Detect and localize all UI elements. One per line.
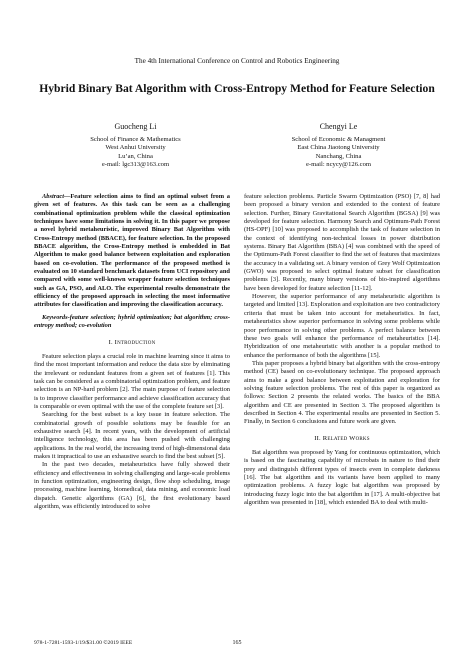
keywords: Keywords-feature selection; hybrid optimization; bat algorithm; cross-entropy method; co-evolution <box>34 313 230 330</box>
author-affiliation: School of Finance & Mathematics <box>90 135 181 143</box>
section-heading-related-works: II. Related Works <box>314 434 370 442</box>
author-2 <box>237 123 440 170</box>
author-affiliation: School of Economic & Managment <box>291 135 386 143</box>
left-column <box>34 193 230 511</box>
author-location: Nanchang, China <box>315 152 362 160</box>
copyright-footer: 978-1-7281-1593-1/19/$31.00 ©2019 IEEE <box>34 640 133 646</box>
paragraph: Bat algorithm was proposed by Yang for continuous optimization, which is based on the fascinating capability of microbats in nature to find their prey and distinguish different types of insects even in complete darkness [16]. The bat algorithm and its variants have been applied to many optimization problems. A fuzzy logic bat algorithm was proposed by introducing fuzzy logic into the bat algorithm in [17]. A multi-objective bat algorithm was presented in [18], which extended BA to deal with multi- <box>244 448 440 507</box>
paragraph: This paper proposes a hybrid binary bat algorithm with the cross-entropy method (CE) based on co-evolutionary technique. The proposed approach aims to make a good balance between exploitation and exploration for solving feature selection problems. The rest of this paper is organized as follows: Section 2 presents the related works. The basics of the BBA algorithm and CE are presented in Section 3. The proposed algorithm is described in Section 4. The experimental results are presented in Section 5. Finally, in Section 6 conclusions and future work are given. <box>244 359 440 426</box>
author-name: Guocheng Li <box>114 122 157 131</box>
author-email: e-mail: ncycy@126.com <box>305 161 372 169</box>
abstract-label: Abstract <box>42 193 65 200</box>
author-affiliation: East China Jiaotong University <box>297 144 380 152</box>
author-location: Lu’an, China <box>118 152 153 160</box>
author-block <box>34 123 440 170</box>
paragraph: In the past two decades, metaheuristics have fully showed their efficiency and effectiveness in solving challenging and large-scale problems in function optimization, engineering design, flow shop scheduling, image processing, machine learning, biomedical, data mining, and economic load dispatch. Genetic algorithms (GA) [6], the first evolutionary based algorithm, was efficiently introduced to solve <box>34 461 230 511</box>
page-number: 165 <box>232 640 242 646</box>
body-columns <box>34 193 440 511</box>
conference-header: The 4th International Conference on Control and Robotics Engineering <box>134 57 340 65</box>
paragraph: Searching for the best subset is a key issue in feature selection. The combinatorial growth of possible solutions may be feasible for an exhaustive search [4]. In recent years, with the development of artificial intelligence technology, this area has been pushed with challenging applications. In the real world, the increasing trend of high-dimensional data makes it impractical to use an exhaustive search to find the best subset [5]. <box>34 411 230 460</box>
paragraph: Feature selection plays a crucial role in machine learning since it aims to find the most important information and reduce the data size by eliminating the irrelevant or redundant features from a given set of features [1]. This task can be considered as a combinatorial optimization problem, and feature selection is an NP-hard problem [2]. The main purpose of feature selection is to improve classifier performance and achieve classification accuracy that is comparable or even optimal with the use of the complete feature set [3]. <box>34 352 230 410</box>
section-heading-introduction: I. Introduction <box>108 338 156 346</box>
author-email: e-mail: lgc313@163.com <box>101 161 170 169</box>
paper-title: Hybrid Binary Bat Algorithm with Cross-Entropy Method for Feature Selection <box>39 82 435 95</box>
abstract <box>34 193 230 310</box>
abstract-text: —Feature selection aims to find an optimal subset from a given set of features. As this task can be seen as a challenging combinational optimization problem while the classical optimization techniques have some limitations in solving it. In this paper we propose a novel hybrid metaheuristic, improved Binary Bat Algorithm with Cross-Entropy method (BBACE), for feature selection. In the proposed BBACE algorithm, the Cross-Entropy method is embedded in Bat Algorithm to make good balance between exploitation and exploration based on co-evolution. The performance of the proposed method is evaluated on 10 standard benchmark datasets from UCI repository and compared with some well-known wrapper feature selection techniques such as GA, PSO, and ALO. The experimental results demonstrate the efficiency of the proposed approach in selecting the most informative attributes for classification and improving the classification accuracy. <box>34 193 230 309</box>
right-column <box>244 193 440 511</box>
author-affiliation: West Anhui University <box>105 144 166 152</box>
author-name: Chengyi Le <box>319 122 358 131</box>
paragraph: However, the superior performance of any metaheuristic algorithm is targeted and limited [13]. Exploration and exploitation are two contradictory criteria that must be taken into account for metaheuristics. In fact, metaheuristics show superior performance in solving some problems while poor performance in solving other problems. A perfect balance between these two goals will enhance the performance of metaheuristics [14]. Hybridization of one metaheuristic with another is a popular method to enhance the performance of both the algorithms [15]. <box>244 293 440 359</box>
author-1 <box>34 123 237 170</box>
paragraph: feature selection problems. Particle Swarm Optimization (PSO) [7, 8] had been proposed a binary version and extended to the context of feature selection. Further, Binary Gravitational Search Algorithm (BGSA) [9] was developed for feature selection. Harmony Search and Optimum-Path Forest (HS-OPF) [10] was proposed to accomplish the task of feature selection in the context of identifying non-technical losses in power distribution systems. Binary Bat Algorithm (BBA) [4] was combined with the speed of the Optimum-Path Forest classifier to find the set of features that maximizes the accuracy in a validating set. A binary version of Grey Wolf Optimization (GWO) was proposed to select optimal feature subset for classification problems [3]. Recently, many binary versions of bio-inspired algorithms have been developed for feature selection [11-12]. <box>244 193 440 292</box>
